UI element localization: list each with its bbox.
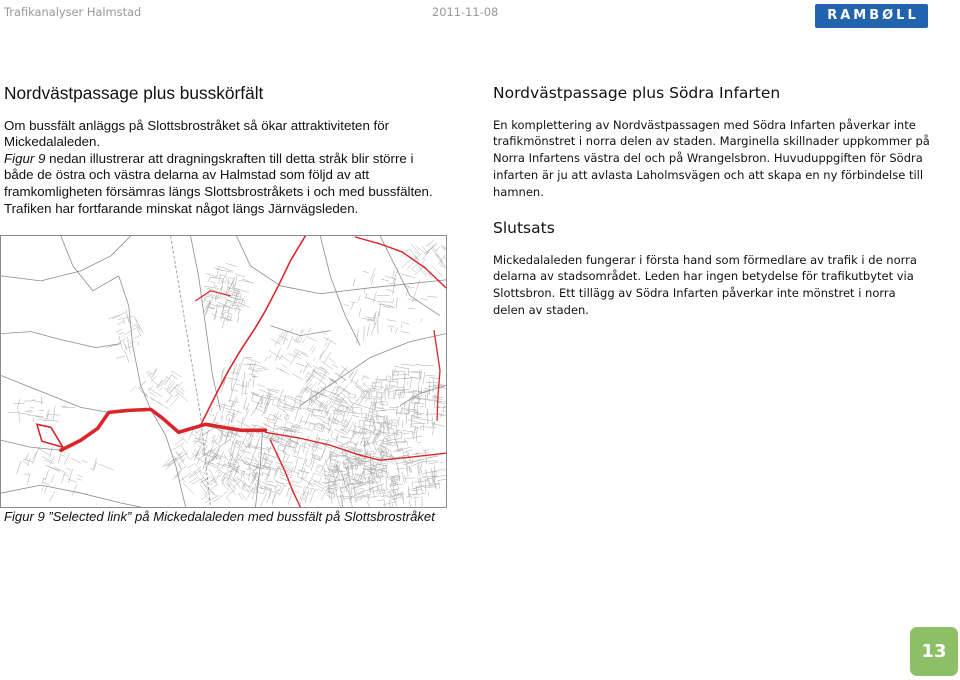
left-paragraph (4, 118, 433, 218)
paragraph-line: Mickedalaleden fungerar i första hand som förmedlare av trafik i de norra (493, 252, 917, 267)
paragraph-line: Norra Infartens västra del och på Wrangelsbron. Huvuduppgiften för Södra (493, 151, 923, 166)
paragraph-line: Om bussfält anläggs på Slottsbrostråket så ökar attraktiviteten för (4, 117, 390, 133)
map-background (1, 236, 446, 507)
paragraph-line: Mickedalaleden. (4, 134, 101, 150)
paragraph-line (4, 151, 433, 168)
paragraph-line: Slottsbron. Ett tillägg av Södra Infarten påverkar inte mönstret i norra (493, 286, 896, 300)
ramboll-logo (815, 4, 928, 28)
paragraph-line: delen av staden. (493, 302, 589, 317)
paragraph-line-text: nedan illustrerar att dragningskraften till detta stråk blir större i (49, 150, 414, 166)
figure-reference: Figur 9 (4, 150, 46, 166)
paragraph-line: Trafiken har fortfarande minskat något längs Järnvägsleden. (4, 200, 359, 216)
paragraph-line: hamnen. (493, 184, 544, 199)
figure-caption: Figur 9 ”Selected link” på Mickedalaleden med bussfält på Slottsbrostråket (4, 509, 435, 524)
right-section-heading: Nordvästpassage plus Södra Infarten (493, 84, 781, 102)
paragraph-line: delarna av stadsområdet. Leden har ingen betydelse för trafikutbytet via (493, 269, 914, 284)
map-svg (1, 236, 446, 507)
header-date: 2011-11-08 (432, 5, 499, 19)
right-paragraph (493, 117, 930, 201)
page-number-badge (910, 627, 958, 676)
paragraph-line: både de östra och västra delarna av Halmstad som följd av att (4, 167, 370, 183)
conclusion-paragraph (493, 252, 917, 319)
page-number: 13 (921, 641, 947, 662)
map-figure (0, 235, 447, 508)
left-section-heading: Nordvästpassage plus busskörfält (4, 83, 264, 103)
paragraph-line: framkomligheten försämras längs Slottsbrostråkets i och med bussfälten. (4, 184, 433, 200)
paragraph-line: trafikmönstret i norra delen av staden. Marginella skillnader uppkommer på (493, 134, 930, 149)
paragraph-line: En komplettering av Nordvästpassagen med Södra Infarten påverkar inte (493, 117, 916, 132)
header-title: Trafikanalyser Halmstad (4, 5, 142, 19)
conclusion-heading: Slutsats (493, 219, 555, 237)
paragraph-line: infarten är ju att avlasta Laholmsvägen och att skapa en ny förbindelse till (493, 167, 924, 182)
logo-text: RAMBØLL (827, 8, 919, 23)
